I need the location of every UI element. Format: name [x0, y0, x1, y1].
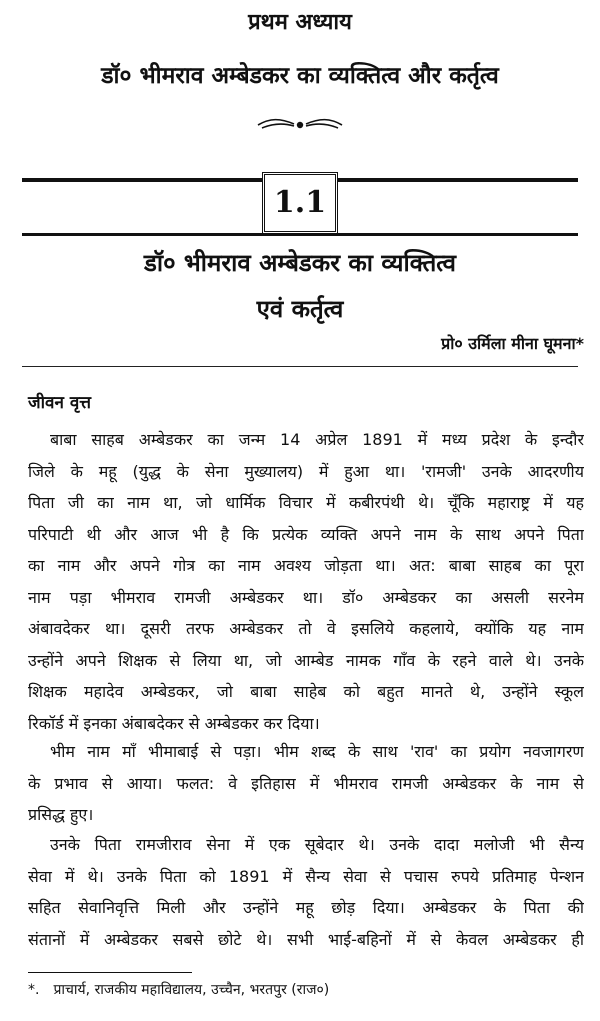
- paragraph-3: [28, 829, 584, 955]
- paragraph-1: [28, 424, 584, 739]
- paragraph-line: शिक्षक महादेव अम्बेडकर, जो बाबा साहेब को बहुत मानते थे, उन्होंने स्कूल: [28, 682, 584, 701]
- section-subheading: जीवन वृत्त: [28, 393, 92, 413]
- paragraph-line: उन्होंने अपने शिक्षक से लिया था, जो आम्बेड नामक गाँव के रहने वाले थे। उनके: [28, 650, 584, 670]
- paragraph-line: पिता जी का नाम था, जो धार्मिक विचार में कबीरपंथी थे। चूँकि महाराष्ट्र में यह: [28, 493, 584, 512]
- author-name: प्रो० उर्मिला मीना घूमना*: [441, 334, 584, 353]
- paragraph-line: सेवा में थे। उनके पिता को 1891 में सैन्य सेवा से पचास रुपये प्रतिमाह पेन्शन: [28, 866, 584, 886]
- paragraph-line: बाबा साहब अम्बेडकर का जन्म 14 अप्रेल 1891 में मध्य प्रदेश के इन्दौर: [50, 430, 584, 449]
- paragraph-line: भीम नाम माँ भीमाबाई से पड़ा। भीम शब्द के साथ 'राव' का प्रयोग नवजागरण: [50, 742, 584, 761]
- ornament-flourish-icon: [250, 116, 350, 134]
- paragraph-line: प्रसिद्ध हुए।: [28, 805, 94, 824]
- section-title-line-2: एवं कर्तृत्व: [256, 295, 344, 323]
- paragraph-line: सहित सेवानिवृत्ति मिली और उन्होंने महू छोड़ दिया। अम्बेडकर के पिता की: [28, 898, 584, 917]
- paragraph-line: का नाम और अपने गोत्र का नाम अवश्य जोड़ता था। अत: बाबा साहब का पूरा: [28, 556, 584, 575]
- chapter-title: डॉ० भीमराव अम्बेडकर का व्यक्तित्व और कर्तृत्व: [101, 63, 499, 89]
- paragraph-line: परिपाटी थी और आज भी है कि प्रत्येक व्यक्ति अपने नाम के साथ अपने पिता: [28, 524, 584, 544]
- paragraph-line: उनके पिता रामजीराव सेना में एक सूबेदार थे। उनके दादा मलोजी भी सैन्य: [50, 835, 584, 854]
- paragraph-line: रिकॉर्ड में इनका अंबाबदेकर से अम्बेडकर कर दिया।: [28, 713, 320, 733]
- section-number: 1.1: [262, 172, 338, 234]
- header-divider: [22, 366, 578, 367]
- paragraph-line: जिले के महू (युद्ध के सेना मुख्यालय) में हुआ था। 'रामजी' उनके आदरणीय: [28, 461, 584, 481]
- footnote-rule: [28, 972, 192, 973]
- footnote-mark: *.: [28, 982, 40, 998]
- footnote-text: प्राचार्य, राजकीय महाविद्यालय, उच्चैन, भरतपुर (राज०): [53, 982, 330, 998]
- paragraph-line: नाम पड़ा भीमराव रामजी अम्बेडकर था। डॉ० अम्बेडकर का असली सरनेम: [28, 587, 584, 607]
- paragraph-line: संतानों में अम्बेडकर सबसे छोटे थे। सभी भाई-बहिनों में से केवल अम्बेडकर ही: [28, 929, 584, 949]
- chapter-label: प्रथम अध्याय: [248, 10, 352, 35]
- paragraph-2: [28, 736, 584, 831]
- paragraph-line: अंबावदेकर था। दूसरी तरफ अम्बेडकर तो वे इसलिये कहलाये, क्योंकि यह नाम: [28, 619, 584, 638]
- section-title-line-1: डॉ० भीमराव अम्बेडकर का व्यक्तित्व: [144, 249, 456, 277]
- footnote: [28, 980, 329, 999]
- paragraph-line: के प्रभाव से आया। फलत: वे इतिहास में भीमराव रामजी अम्बेडकर के नाम से: [28, 773, 584, 793]
